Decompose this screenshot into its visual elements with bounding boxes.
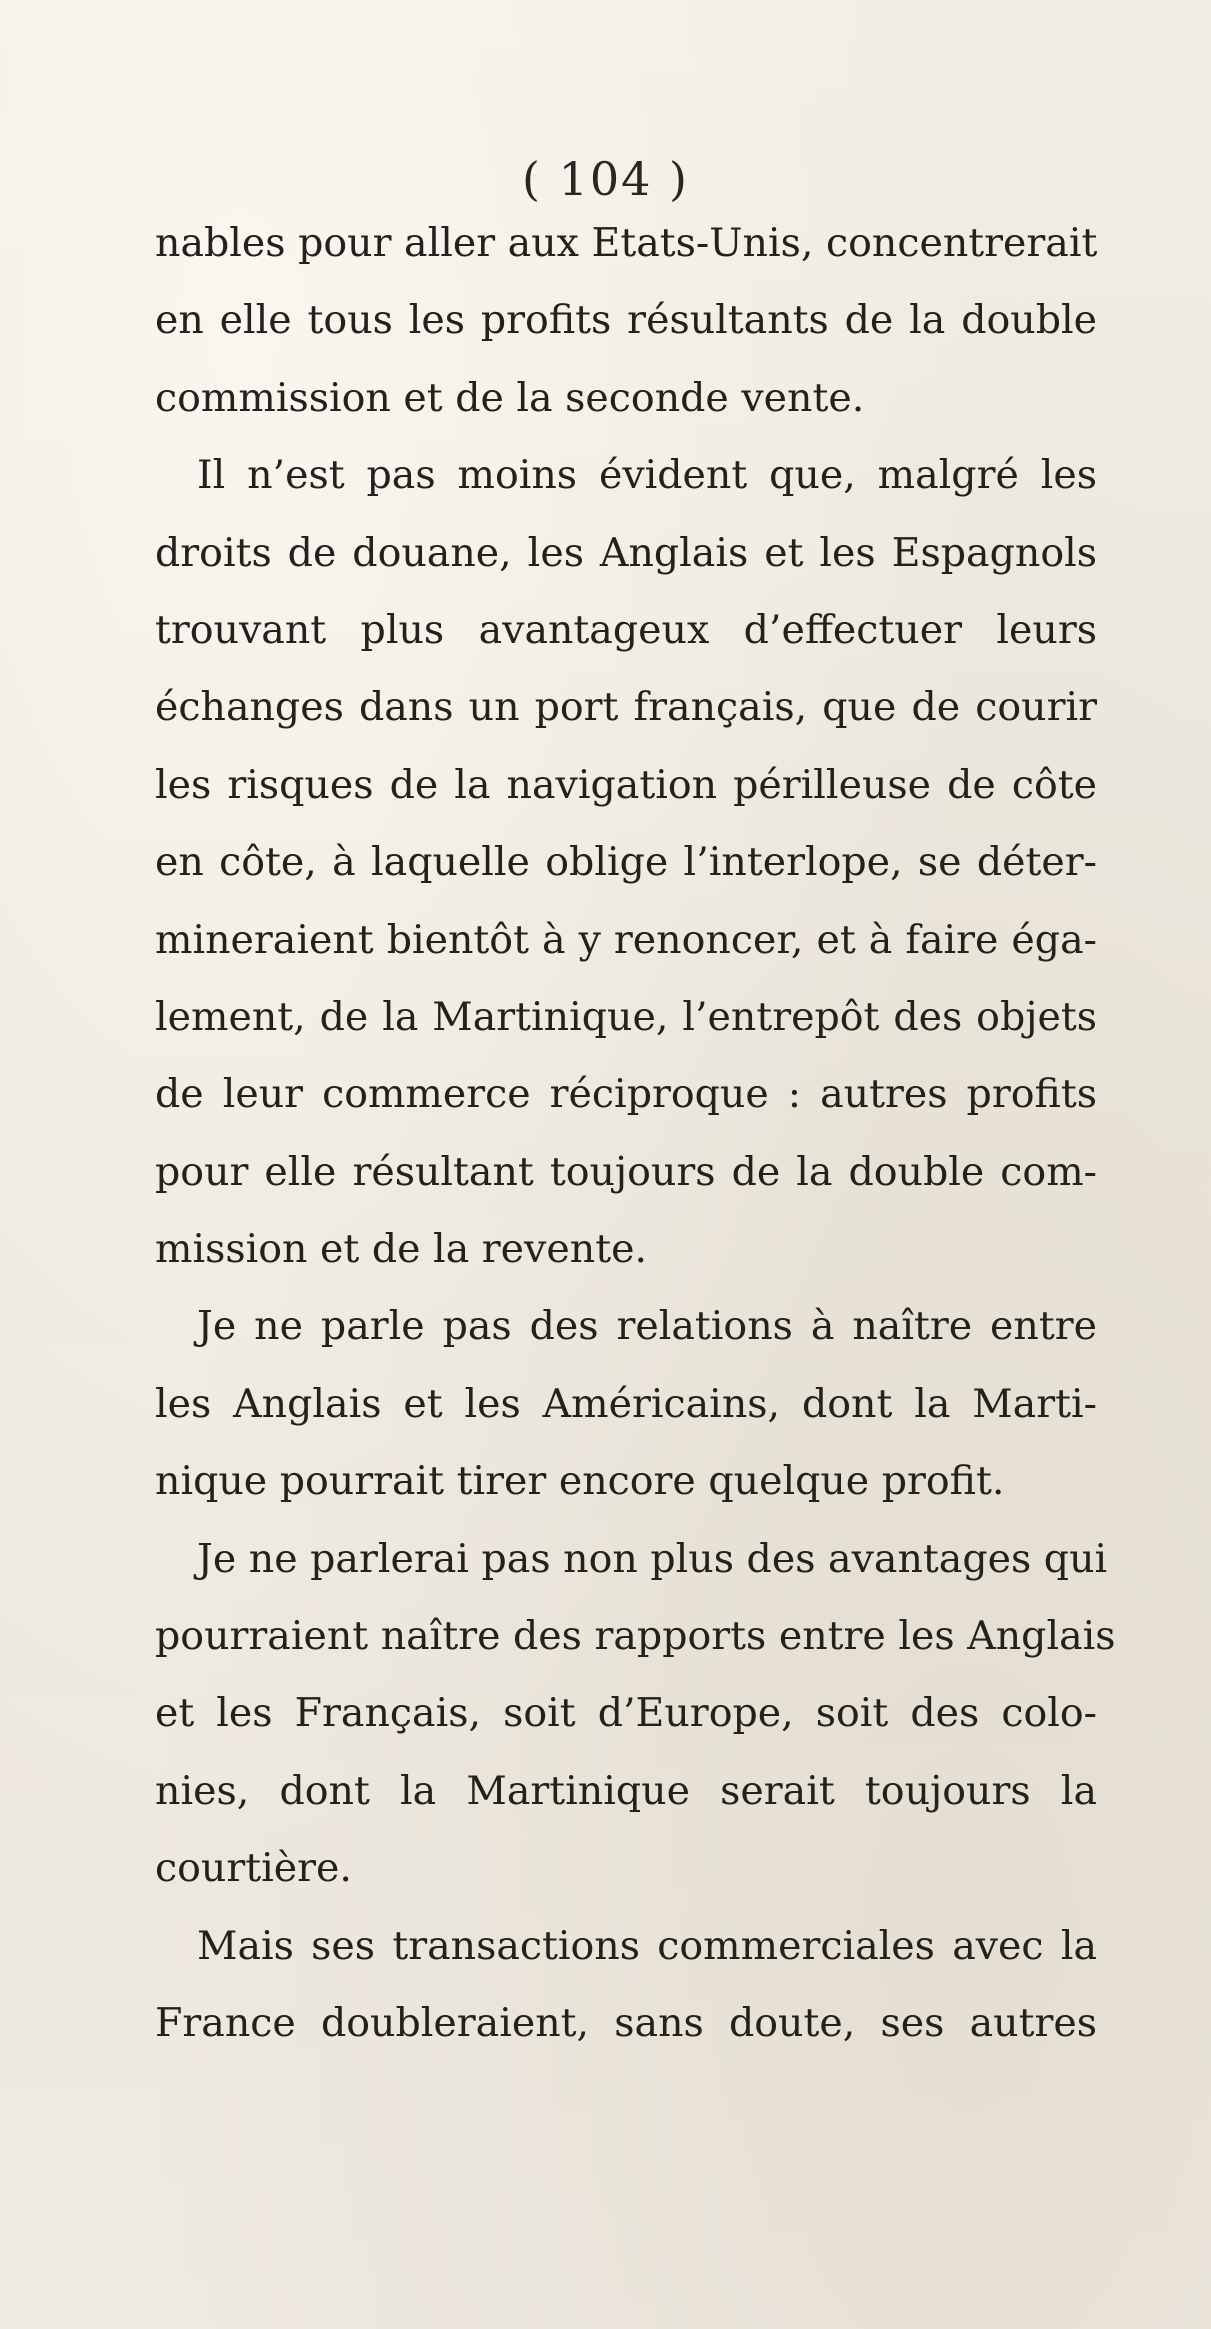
text-line: droits de douane, les Anglais et les Espagnols (155, 529, 1097, 576)
text-line: échanges dans un port français, que de courir (155, 684, 1097, 731)
text-line: nies, dont la Martinique serait toujours la (155, 1767, 1097, 1814)
text-line: nables pour aller aux Etats-Unis, concentrerait (155, 220, 1098, 266)
text-line: en côte, à laquelle oblige l’interlope, se déter- (155, 839, 1097, 886)
text-line: les risques de la navigation périlleuse de côte (155, 761, 1097, 808)
text-line: pour elle résultant toujours de la double com- (155, 1148, 1097, 1195)
text-line: Je ne parlerai pas non plus des avantages qui (197, 1535, 1108, 1582)
text-line: lement, de la Martinique, l’entrepôt des objets (155, 993, 1097, 1040)
text-line: en elle tous les profits résultants de la double (155, 297, 1097, 344)
text-line: France doubleraient, sans doute, ses autres (155, 1999, 1097, 2046)
text-line: nique pourrait tirer encore quelque profit. (155, 1458, 1005, 1505)
body-text (155, 205, 1116, 2062)
text-line: trouvant plus avantageux d’effectuer leurs (155, 606, 1097, 653)
text-line: Mais ses transactions commerciales avec la (197, 1922, 1097, 1969)
text-line: courtière. (155, 1845, 352, 1892)
text-line: commission et de la seconde vente. (155, 374, 865, 421)
text-line: pourraient naître des rapports entre les Anglais (155, 1613, 1116, 1660)
text-line: et les Français, soit d’Europe, soit des colo- (155, 1690, 1097, 1737)
text-line: Je ne parle pas des relations à naître entre (197, 1303, 1097, 1350)
text-line: mineraient bientôt à y renoncer, et à faire éga- (155, 916, 1097, 963)
text-line: de leur commerce réciproque : autres profits (155, 1071, 1097, 1118)
text-line: les Anglais et les Américains, dont la Marti- (155, 1380, 1097, 1427)
text-line: Il n’est pas moins évident que, malgré les (197, 452, 1097, 499)
text-line: mission et de la revente. (155, 1226, 647, 1273)
page-number: ( 104 ) (522, 152, 689, 206)
